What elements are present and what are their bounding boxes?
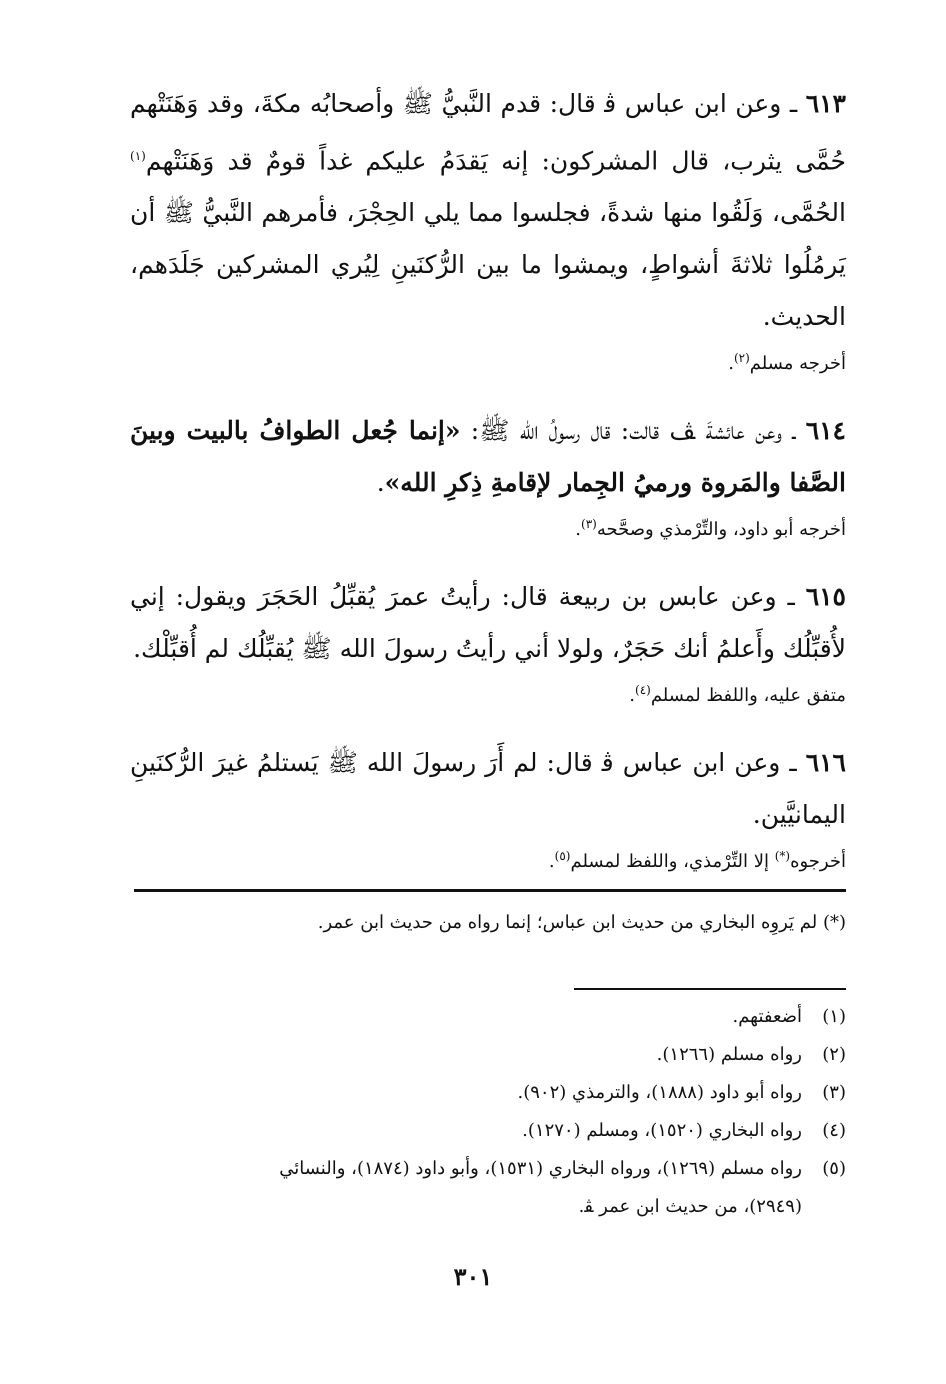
hadith-text: ـ وعن عائشةَ ﭫ قالت: قال رسولُ الله ﷺ:: [470, 416, 796, 446]
footnote-ref: (٤): [635, 683, 651, 698]
hadith-text: ـ وعن عابس بن ربيعة قال: رأيتُ عمرَ يُقبِّلُ الحَجَرَ ويقول: إني لأُقبِّلُك وأَعلمُ أنك حَجَرٌ، ولولا أني رأيتُ رسولَ الله ﷺ يُقبِّلُك لم أُقبِّلْك.: [130, 582, 846, 664]
hadith-source: أخرجه مسلم$^{(٢)}$.: [728, 351, 846, 375]
footnote-item: (١)أضعفتهم.: [732, 1006, 846, 1027]
star-note-text: لم يَروِه البخاري من حديث ابن عباس؛ إنما رواه من حديث ابن عمر.: [317, 912, 818, 933]
hadith-quote: «إنما جُعل الطوافُ بالبيت وبينَ الصَّفا والمَروة ورميُ الجِمار لإقامةِ ذِكرِ الله»: [130, 416, 846, 498]
hadith-614: ٦١٤ ـ وعن عائشةَ ﭫ قالت: قال رسولُ الله ﷺ: «إنما جُعل الطوافُ بالبيت وبينَ الصَّفا والمَروة ورميُ الجِمار لإقامةِ ذِكرِ الله». أخرجه أبو داود، والتِّرْمذي وصحَّحه$^{(٣)}$.: [130, 405, 846, 545]
footnote-ref: (١): [130, 149, 146, 163]
footnote-separator-short: [574, 988, 846, 990]
footnote-item: (٢)رواه مسلم (١٢٦٦).: [656, 1044, 846, 1065]
footnote-separator: [134, 889, 846, 892]
hadith-text: ـ وعن ابن عباس ﭬ قال: قدم النَّبيُّ ﷺ وأصحابُه مكةَ، وقد وَهَنَتْهم حُمَّى يثرب، قال المشركون: إنه يَقدَمُ عليكم غداً قومٌ قد وَهَنَتْهم: [130, 89, 846, 176]
star-ref: (*): [774, 849, 791, 864]
hadith-number: ٦١٣: [805, 89, 846, 118]
hadith-text-cont: الحُمَّى، وَلَقُوا منها شدةً، فجلسوا مما يلي الحِجْرَ، فأمرهم النَّبيُّ ﷺ أن يَرمُلُوا ثلاثةَ أشواطٍ، ويمشوا ما بين الرُّكنَينِ لِيُري المشركين جَلَدَهم، الحديث.: [130, 198, 846, 332]
hadith-text: ـ وعن ابن عباس ﭬ قال: لم أَرَ رسولَ الله ﷺ يَستلمُ غيرَ الرُّكنَينِ اليمانيَّين.: [130, 748, 846, 830]
footnotes: [134, 998, 846, 1226]
hadith-source: أخرجوه(*) إلا التِّرْمذي، واللفظ لمسلم$^{(٥)}$.: [548, 849, 846, 873]
footnote-item-cont: (٢٩٤٩)، من حديث ابن عمر ﭭ.: [578, 1196, 802, 1217]
hadith-615: [130, 571, 846, 711]
footnote-ref: (٥): [554, 849, 571, 864]
page-number: ٣٠١: [453, 1262, 493, 1291]
hadith-source: متفق عليه، واللفظ لمسلم$^{(٤)}$.: [629, 683, 846, 707]
main-text: [130, 78, 846, 903]
star-marker: (*): [822, 912, 846, 933]
hadith-613: [130, 78, 846, 379]
footnote-item: (٥)رواه مسلم (١٢٦٩)، ورواه البخاري (١٥٣١)، وأبو داود (١٨٧٤)، والنسائي: [279, 1158, 846, 1179]
hadith-616: [130, 737, 846, 877]
footnote-item: (٤)رواه البخاري (١٥٢٠)، ومسلم (١٢٧٠).: [522, 1120, 846, 1141]
hadith-number: ٦١٦: [805, 748, 846, 778]
footnote-ref: (٣): [581, 517, 597, 532]
hadith-number: ٦١٤: [805, 416, 846, 446]
footnote-ref: (٢): [733, 351, 750, 366]
hadith-number: ٦١٥: [805, 582, 846, 612]
star-note: [134, 908, 846, 938]
footnote-item: (٣)رواه أبو داود (١٨٨٨)، والترمذي (٩٠٢).: [517, 1082, 846, 1103]
hadith-source: أخرجه أبو داود، والتِّرْمذي وصحَّحه$^{(٣)}$.: [575, 517, 846, 541]
